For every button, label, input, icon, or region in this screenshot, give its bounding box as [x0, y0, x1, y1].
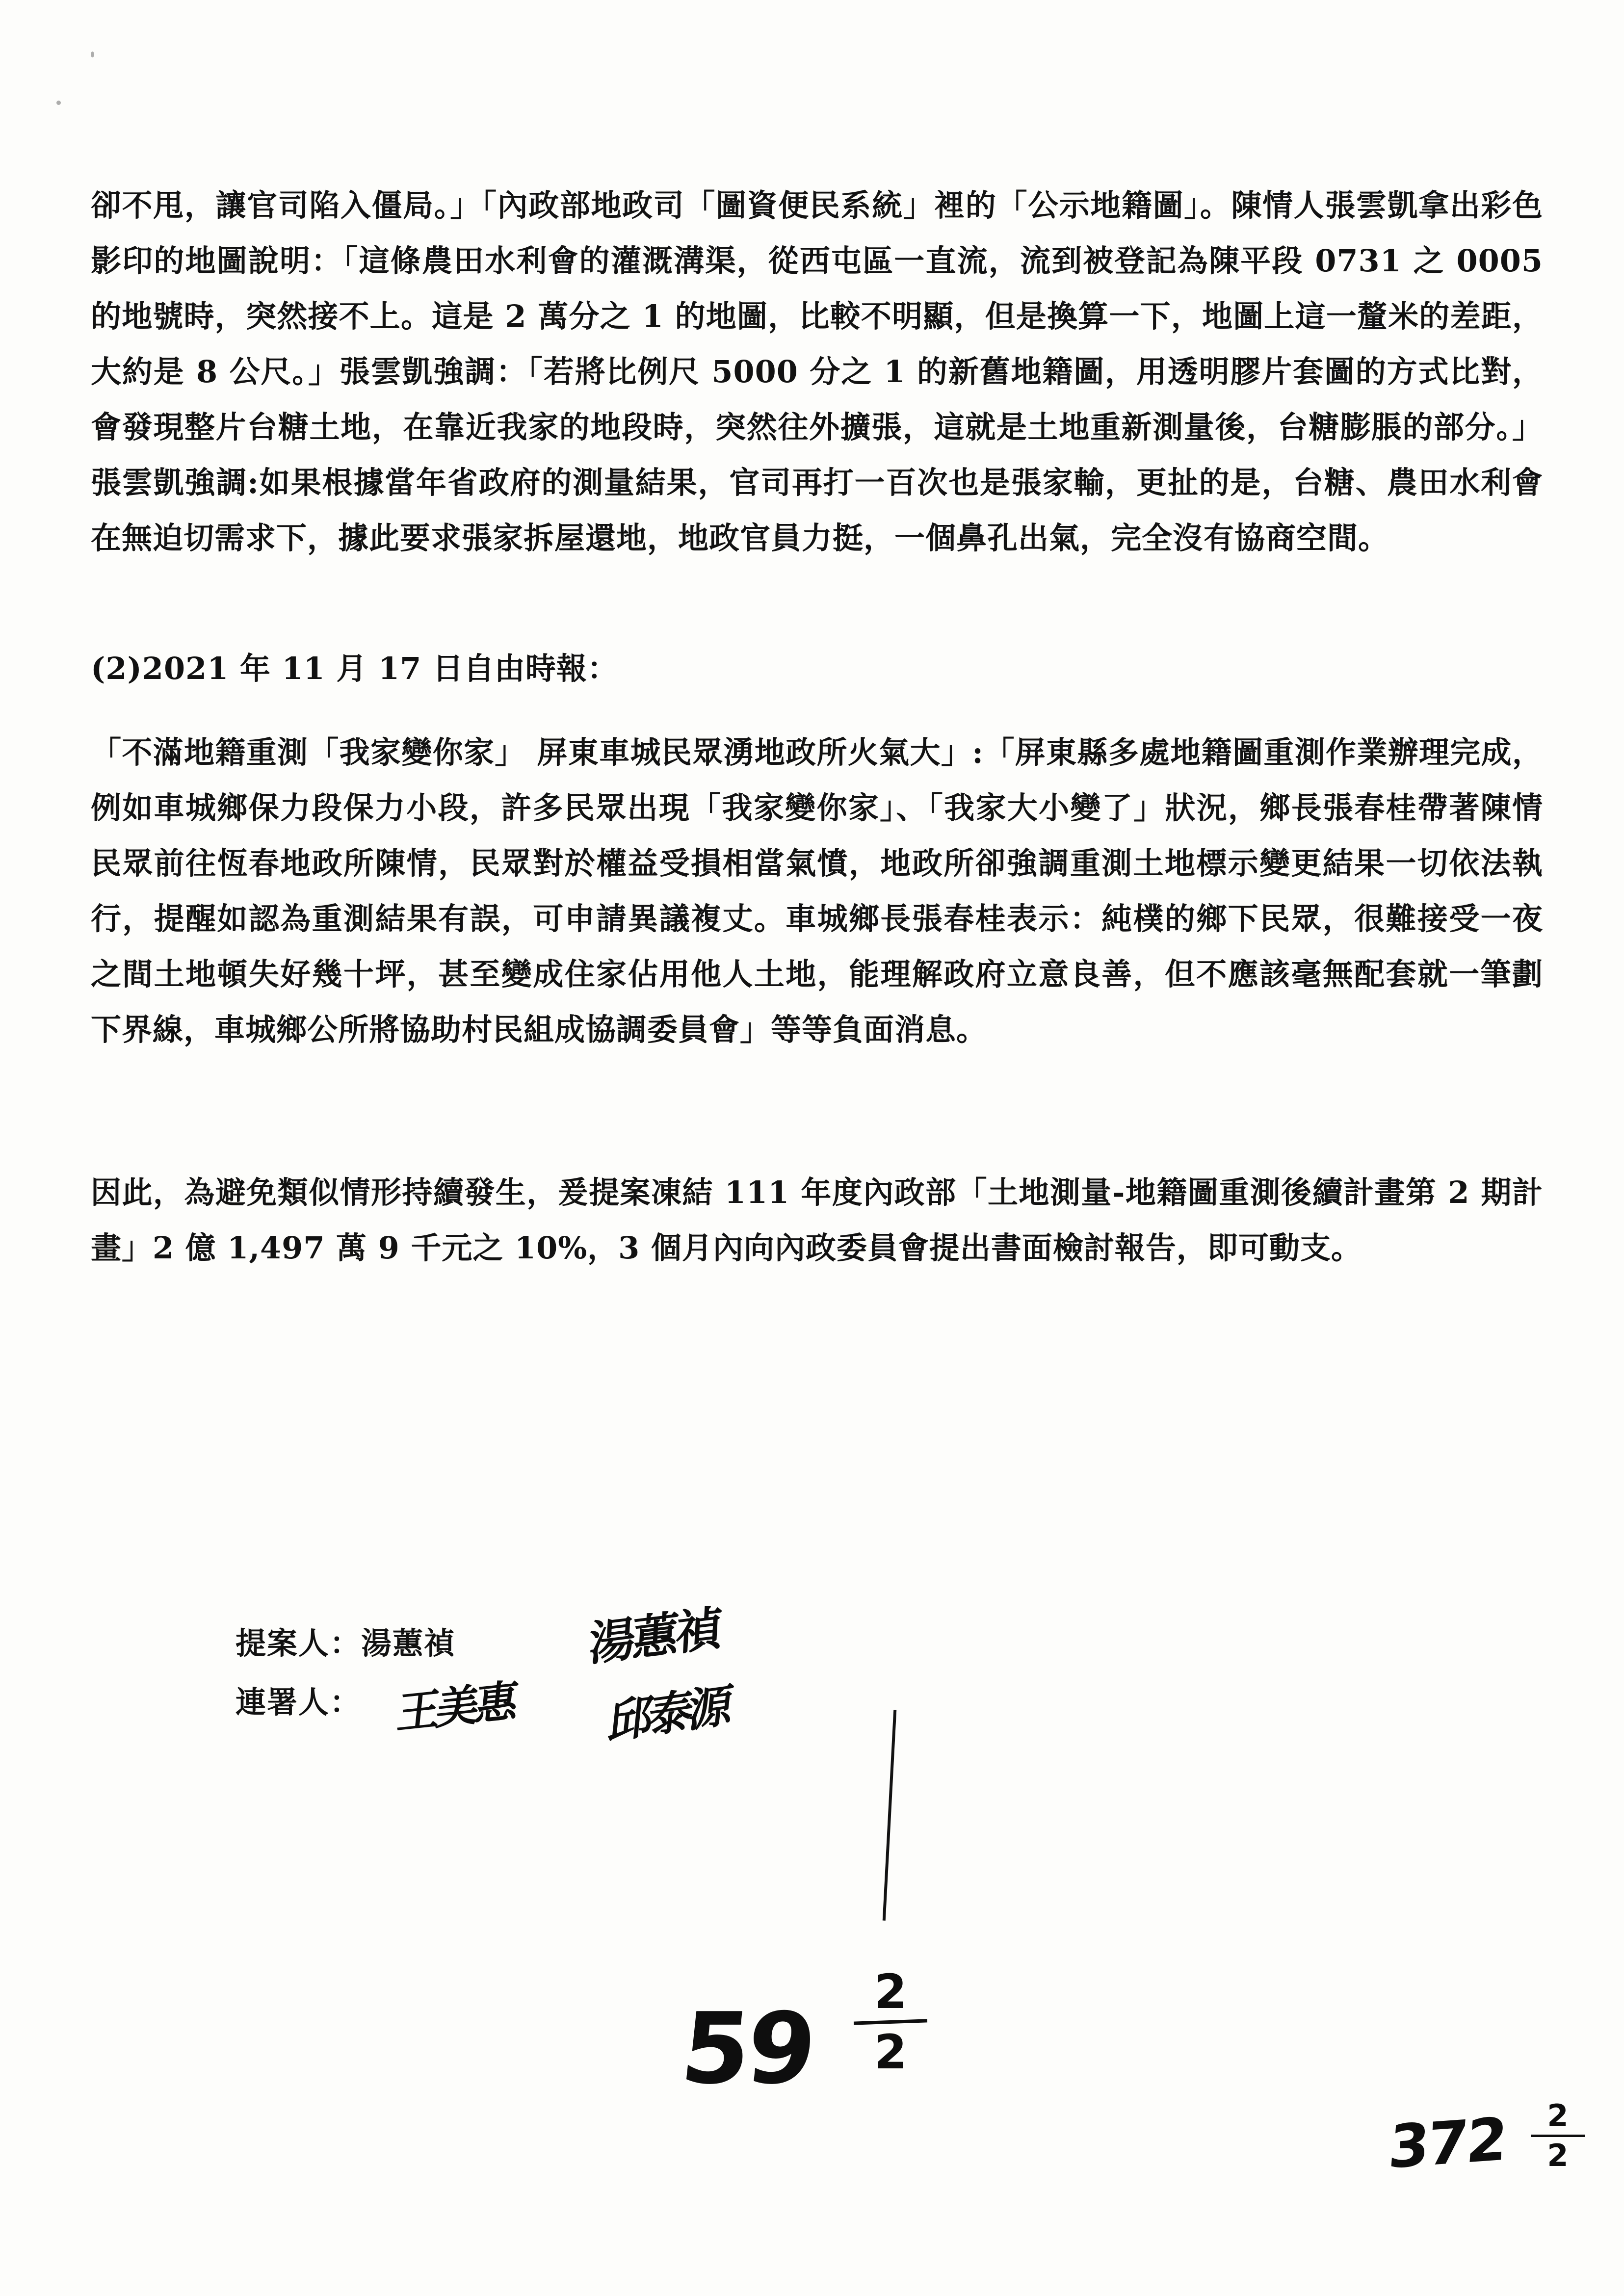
handwritten-signature-cosigner-one: 王美惠 — [394, 1675, 518, 1739]
paragraph-one: 卻不甩，讓官司陷入僵局。」「內政部地政司「圖資便民系統」裡的「公示地籍圖」。陳情人張雲凱拿出彩色影印的地圖說明：「這條農田水利會的灌溉溝渠，從西屯區一直流，流到被登記為陳平段 0731 之 0005 的地號時，突然接不上。這是 2 萬分之 1 的地圖，比較不明顯，但是換算一下，地圖上這一釐米的差距，大約是 8 公尺。」張雲凱強調：「若將比例尺 5000 分之 1 的新舊地籍圖，用透明膠片套圖的方式比對，會發現整片台糖土地，在靠近我家的地段時，突然往外擴張，這就是土地重新測量後，台糖膨脹的部分。」張雲凱強調:如果根據當年省政府的測量結果，官司再打一百次也是張家輸，更扯的是，台糖、農田水利會在無迫切需求下，據此要求張家拆屋還地，地政官員力挺，一個鼻孔出氣，完全沒有協商空間。 — [91, 187, 1543, 556]
signature-stroke-tail — [883, 1710, 896, 1921]
page-fraction-numerator: 2 — [874, 1964, 907, 2019]
corner-fraction-bar — [1531, 2135, 1585, 2137]
handwritten-corner-fraction — [1531, 2100, 1585, 2172]
proposer-label: 提案人：湯蕙禎 — [236, 1625, 456, 1661]
paragraph-three: 因此，為避免類似情形持續發生，爰提案凍結 111 年度內政部「土地測量-地籍圖重測後續計畫第 2 期計畫」2 億 1,497 萬 9 千元之 10%，3 個月內向內政委員會提出書面檢討報告，即可動支。 — [91, 1174, 1543, 1266]
handwritten-page-number: 59 — [676, 1992, 819, 2106]
cosigner-label: 連署人： — [236, 1684, 362, 1720]
handwritten-page-fraction — [854, 1964, 927, 2080]
scan-speck — [56, 101, 61, 105]
page-fraction-denominator: 2 — [874, 2025, 907, 2080]
handwritten-corner-number: 372 — [1386, 2105, 1508, 2182]
paragraph-spacer — [91, 596, 1543, 643]
handwritten-signature-cosigner-two: 邱泰源 — [605, 1678, 731, 1749]
paragraph-two: 「不滿地籍重測「我家變你家」 屏東車城民眾湧地政所火氣大」:「屏東縣多處地籍圖重測作業辦理完成，例如車城鄉保力段保力小段，許多民眾出現「我家變你家」、「我家大小變了」狀況，鄉長張春桂帶著陳情民眾前往恆春地政所陳情，民眾對於權益受損相當氣憤，地政所卻強調重測土地標示變更結果一切依法執行，提醒如認為重測結果有誤，可申請異議複丈。車城鄉長張春桂表示：純樸的鄉下民眾，很難接受一夜之間土地頓失好幾十坪，甚至變成住家佔用他人土地，能理解政府立意良善，但不應該毫無配套就一筆劃下界線，車城鄉公所將協助村民組成協調委員會」等等負面消息。 — [91, 734, 1543, 1047]
section-two-label: (2)2021 年 11 月 17 日自由時報： — [91, 651, 618, 686]
handwritten-signature-proposer: 湯蕙禎 — [587, 1601, 721, 1672]
corner-fraction-denominator: 2 — [1547, 2138, 1569, 2173]
scan-speck — [91, 52, 94, 57]
corner-fraction-numerator: 2 — [1547, 2098, 1569, 2134]
document-text-body — [91, 147, 1543, 1306]
paragraph-spacer — [91, 1088, 1543, 1134]
page-fraction-bar — [854, 2019, 927, 2025]
signature-block — [236, 1601, 1413, 1825]
